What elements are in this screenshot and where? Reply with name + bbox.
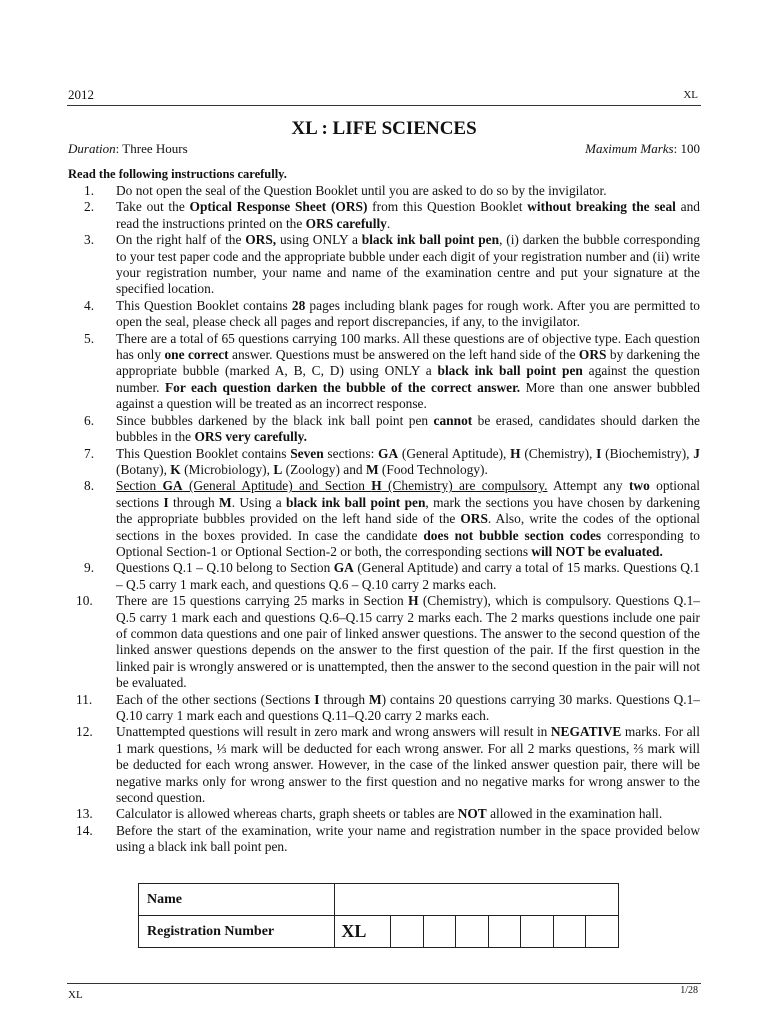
header-divider <box>67 105 701 106</box>
instruction-item <box>68 183 700 199</box>
instruction-text: Take out the Optical Response Sheet (ORS) from this Question Booklet without breaking the seal and read the instructions printed on the ORS carefully. <box>116 199 700 231</box>
registration-label: Registration Number <box>139 916 335 948</box>
registration-prefix: XL <box>335 916 391 948</box>
instruction-number: 11. <box>76 691 93 707</box>
instructions-heading: Read the following instructions carefully. <box>68 167 287 181</box>
instruction-item <box>68 724 700 806</box>
instruction-item <box>68 593 700 691</box>
instruction-number: 4. <box>84 297 95 313</box>
header-year: 2012 <box>68 87 94 102</box>
registration-row <box>139 916 619 948</box>
instruction-number: 2. <box>84 199 95 215</box>
candidate-form <box>138 883 619 948</box>
max-marks-label: Maximum Marks <box>585 141 674 156</box>
instruction-text: Calculator is allowed whereas charts, graph sheets or tables are NOT allowed in the examination hall. <box>116 806 663 822</box>
duration-value: : Three Hours <box>115 141 188 156</box>
instruction-number: 6. <box>84 412 95 428</box>
instruction-number: 8. <box>84 478 95 494</box>
instruction-number: 10. <box>76 593 93 609</box>
max-marks-value: : 100 <box>673 141 700 156</box>
instruction-text: This Question Booklet contains 28 pages including blank pages for rough work. After you are permitted to open the seal, please check all pages and report discrepancies, if any, to the invigilator. <box>116 297 700 330</box>
instruction-text: This Question Booklet contains Seven sections: GA (General Aptitude), H (Chemistry), I (Biochemistry), J (Botany), K (Microbiology), L (Zoology) and M (Food Technology). <box>116 445 700 477</box>
instruction-item <box>68 692 700 725</box>
registration-digit-box[interactable] <box>456 916 489 948</box>
registration-digit-box[interactable] <box>586 916 619 948</box>
registration-digit-box[interactable] <box>423 916 456 948</box>
instruction-number: 5. <box>84 330 95 346</box>
instructions-list <box>68 183 700 856</box>
header-code: XL <box>683 89 698 101</box>
instruction-text: There are 15 questions carrying 25 marks in Section H (Chemistry), which is compulsory. Questions Q.1–Q.5 carry 1 mark each and questions Q.6–Q.15 carry 2 marks each. The 2 marks questions include one pair of common data questions and one pair of linked answer questions. The answer to the second question of the linked answer questions depends on the answer to the first question of the pair. If the first question in the linked pair is wrongly answered or is unattempted, then the answer to the second question in the pair will not be evaluated. <box>116 593 701 691</box>
instruction-item <box>68 331 700 413</box>
name-row <box>139 884 619 916</box>
page-number: 1/28 <box>680 985 698 996</box>
name-field[interactable] <box>335 884 619 916</box>
instruction-text: Each of the other sections (Sections I through M) contains 20 questions carrying 30 marks. Questions Q.1–Q.10 carry 1 mark each and questions Q.11–Q.20 carry 2 marks each. <box>116 691 700 723</box>
instruction-number: 13. <box>76 806 93 822</box>
instruction-number: 1. <box>84 183 95 198</box>
instruction-text: Unattempted questions will result in zero mark and wrong answers will result in NEGATIVE marks. For all 1 mark questions, ⅓ mark will be deducted for each wrong answer. For all 2 marks questions, ⅔ mark will be deducted for each wrong answer. However, in the case of the linked answer question pair, there will be negative marks only for wrong answer to the first question and no negative marks for wrong answer to the second question. <box>116 724 700 806</box>
duration-label: Duration <box>68 141 116 156</box>
registration-digit-box[interactable] <box>488 916 521 948</box>
instruction-item <box>68 806 700 822</box>
instruction-item <box>68 199 700 232</box>
footer-divider <box>67 983 701 984</box>
maximum-marks <box>585 141 700 157</box>
name-label: Name <box>139 884 335 916</box>
instruction-number: 14. <box>76 822 93 838</box>
instruction-number: 9. <box>84 560 95 576</box>
instruction-text: Questions Q.1 – Q.10 belong to Section GA (General Aptitude) and carry a total of 15 marks. Questions Q.1 – Q.5 carry 1 mark each, and questions Q.6 – Q.10 carry 2 marks each. <box>116 560 701 592</box>
instruction-number: 3. <box>84 232 95 248</box>
instruction-text: Do not open the seal of the Question Booklet until you are asked to do so by the invigilator. <box>116 183 607 198</box>
footer-code: XL <box>68 989 83 1001</box>
instruction-item <box>68 478 700 560</box>
instruction-text: Before the start of the examination, write your name and registration number in the space provided below using a black ink ball point pen. <box>116 822 700 855</box>
instruction-item <box>68 413 700 446</box>
instruction-item <box>68 823 700 856</box>
registration-digit-box[interactable] <box>553 916 586 948</box>
instruction-number: 7. <box>84 445 95 461</box>
instruction-text: There are a total of 65 questions carrying 100 marks. All these questions are of objective type. Each question has only one correct answer. Questions must be answered on the left hand side of the ORS by darkening the appropriate bubble (marked A, B, C, D) using ONLY a black ink ball point pen against the question number. For each question darken the bubble of the correct answer. More than one answer bubbled against a question will be treated as an incorrect response. <box>116 330 700 412</box>
instruction-item <box>68 232 700 298</box>
registration-digit-box[interactable] <box>521 916 554 948</box>
instruction-item <box>68 560 700 593</box>
instruction-item <box>68 446 700 479</box>
instruction-number: 12. <box>76 724 93 740</box>
instruction-text: Since bubbles darkened by the black ink ball point pen cannot be erased, candidates should darken the bubbles in the ORS very carefully. <box>116 412 700 445</box>
duration <box>68 141 188 157</box>
instruction-text: On the right half of the ORS, using ONLY a black ink ball point pen, (i) darken the bubble corresponding to your test paper code and the appropriate bubble under each digit of your registration number and (ii) write your registration number, your name and name of the examination centre and put your signature at the specified location. <box>116 232 700 297</box>
instruction-item <box>68 298 700 331</box>
registration-digit-box[interactable] <box>391 916 424 948</box>
page-title: XL : LIFE SCIENCES <box>291 118 477 139</box>
instruction-text: Section GA (General Aptitude) and Section H (Chemistry) are compulsory. Attempt any two optional sections I through M. Using a black ink ball point pen, mark the sections you have chosen by darkening the appropriate bubbles provided on the left hand side of the ORS. Also, write the codes of the optional sections in the boxes provided. In case the candidate does not bubble section codes corresponding to Optional Section-1 or Optional Section-2 or both, the corresponding sections will NOT be evaluated. <box>116 478 701 559</box>
